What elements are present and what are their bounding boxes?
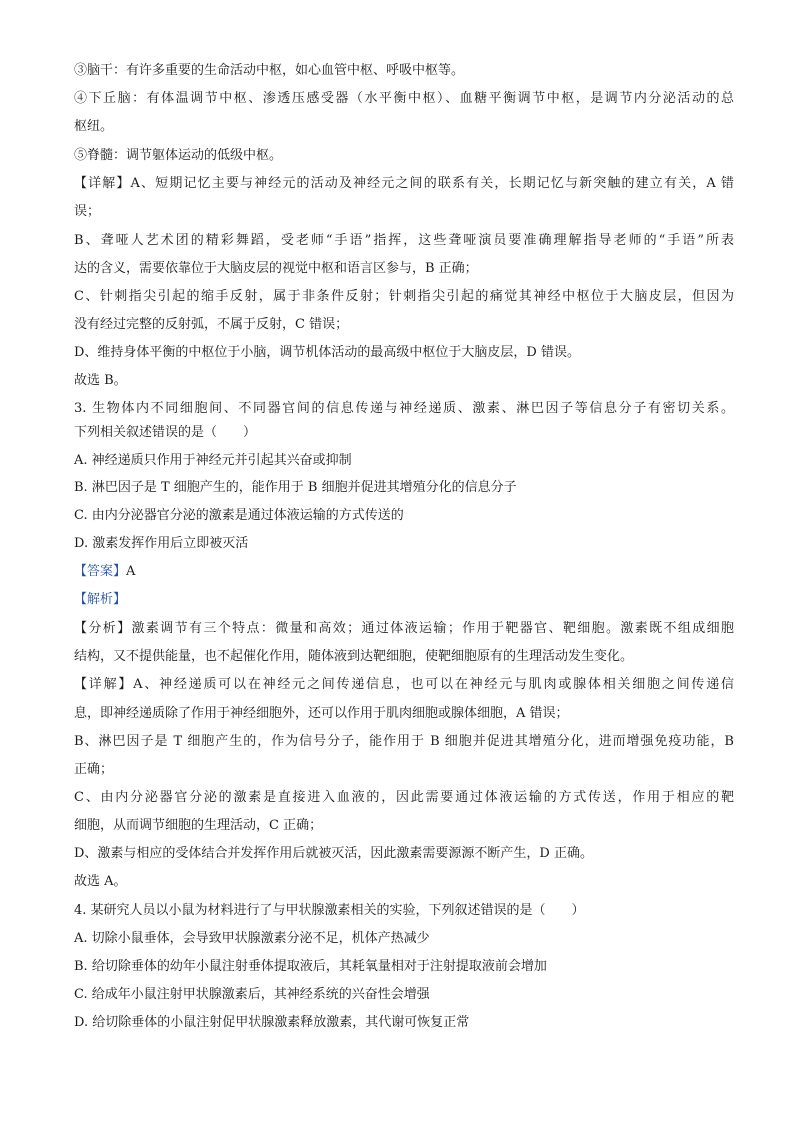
analysis-tag: 【解析】 (74, 592, 127, 607)
text-line: ④下丘脑：有体温调节中枢、渗透压感受器（水平衡中枢）、血糖平衡调节中枢，是调节内分泌活动的总 (74, 91, 734, 106)
text-line: C、针刺指尖引起的缩手反射，属于非条件反射；针刺指尖引起的痛觉其神经中枢位于大脑皮层，但因为 (74, 289, 734, 304)
text-line: D、激素与相应的受体结合并发挥作用后就被灭活，因此激素需要源源不断产生，D 正确。 (74, 846, 593, 861)
text-line: 枢纽。 (74, 119, 114, 134)
answer-line (74, 563, 734, 581)
answer-value: A (126, 564, 136, 579)
text-line: B、淋巴因子是 T 细胞产生的，作为信号分子，能作用于 B 细胞并促进其增殖分化，进而增强免疫功能，B (74, 734, 734, 749)
text-line: 【分析】激素调节有三个特点：微量和高效；通过体液运输；作用于靶器官、靶细胞。激素既不组成细胞 (74, 621, 734, 636)
text-line: 【详解】A、短期记忆主要与神经元的活动及神经元之间的联系有关，长期记忆与新突触的建立有关，A 错 (74, 176, 734, 191)
option-b: B. 给切除垂体的幼年小鼠注射垂体提取液后，其耗氧量相对于注射提取液前会增加 (74, 959, 547, 974)
text-line: 没有经过完整的反射弧，不属于反射，C 错误； (74, 317, 349, 332)
option-d: D. 给切除垂体的小鼠注射促甲状腺激素释放激素，其代谢可恢复正常 (74, 1015, 470, 1030)
option-a: A. 神经递质只作用于神经元并引起其兴奋或抑制 (74, 453, 352, 468)
text-line: D、维持身体平衡的中枢位于小脑，调节机体活动的最高级中枢位于大脑皮层，D 错误。 (74, 345, 580, 360)
text-line: 正确； (74, 762, 114, 777)
text-line: B、聋哑人艺术团的精彩舞蹈，受老师“手语”指挥，这些聋哑演员要准确理解指导老师的“手语”所表 (74, 233, 734, 248)
text-line: 达的含义，需要依靠位于大脑皮层的视觉中枢和语言区参与，B 正确； (74, 261, 478, 276)
text-line: 误； (74, 204, 101, 219)
question-stem: 4. 某研究人员以小鼠为材料进行了与甲状腺激素相关的实验，下列叙述错误的是（ ） (74, 903, 585, 918)
question-stem: 下列相关叙述错误的是（ ） (74, 425, 257, 440)
text-line: 故选 A。 (74, 874, 127, 889)
option-b: B. 淋巴因子是 T 细胞产生的，能作用于 B 细胞并促进其增殖分化的信息分子 (74, 480, 517, 495)
text-line: C、由内分泌器官分泌的激素是直接进入血液的，因此需要通过体液运输的方式传送，作用于相应的靶 (74, 790, 734, 805)
question-stem: 3. 生物体内不同细胞间、不同器官间的信息传递与神经递质、激素、淋巴因子等信息分子有密切关系。 (74, 401, 734, 416)
option-d: D. 激素发挥作用后立即被灭活 (74, 536, 249, 551)
option-c: C. 由内分泌器官分泌的激素是通过体液运输的方式传送的 (74, 508, 404, 523)
answer-tag: 【答案】 (74, 564, 127, 579)
text-line: 细胞，从而调节细胞的生理活动，C 正确； (74, 818, 323, 833)
option-a: A. 切除小鼠垂体，会导致甲状腺激素分泌不足，机体产热减少 (74, 931, 430, 946)
text-line: 故选 B。 (74, 373, 127, 388)
option-c: C. 给成年小鼠注射甲状腺激素后，其神经系统的兴奋性会增强 (74, 987, 430, 1002)
text-line: 结构，又不提供能量，也不起催化作用，随体液到达靶细胞，使靶细胞原有的生理活动发生变化。 (74, 649, 634, 664)
text-line: ⑤脊髓：调节躯体运动的低级中枢。 (74, 148, 283, 163)
text-line: ③脑干：有许多重要的生命活动中枢，如心血管中枢、呼吸中枢等。 (74, 63, 465, 78)
text-line: 息，即神经递质除了作用于神经细胞外，还可以作用于肌肉细胞或腺体细胞，A 错误； (74, 706, 569, 721)
text-line: 【详解】A、神经递质可以在神经元之间传递信息，也可以在神经元与肌肉或腺体相关细胞之间传递信 (74, 677, 734, 692)
